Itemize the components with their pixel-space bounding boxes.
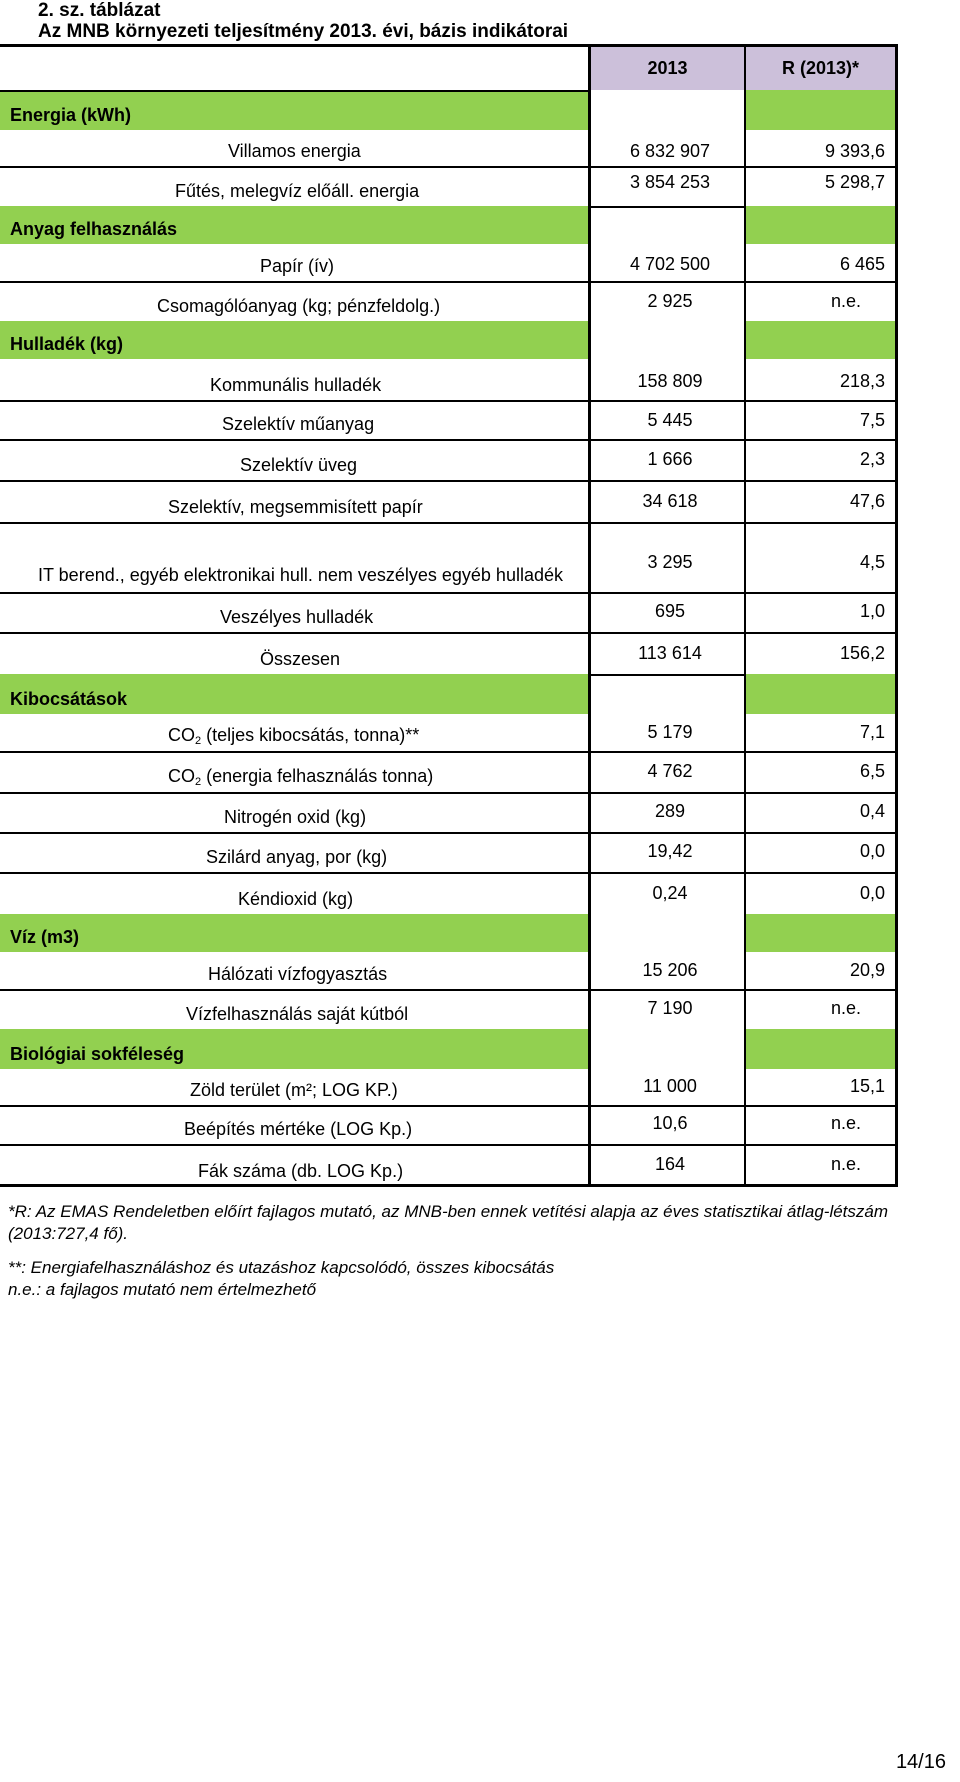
category-label: Víz (m3) bbox=[10, 927, 80, 947]
table-row: Vízfelhasználás saját kútból 7 190 n.e. bbox=[0, 991, 895, 1029]
table-row: Papír (ív) 4 702 500 6 465 bbox=[0, 244, 895, 283]
table-row: Csomagólóanyag (kg; pénzfeldolg.) 2 925 n.e. bbox=[0, 283, 895, 321]
table-row: Fák száma (db. LOG Kp.) 164 n.e. bbox=[0, 1146, 895, 1184]
indicator-table bbox=[0, 44, 898, 1187]
table-row: Beépítés mértéke (LOG Kp.) 10,6 n.e. bbox=[0, 1107, 895, 1146]
category-biodiversity bbox=[0, 1029, 895, 1069]
footnote-r: *R: Az EMAS Rendeletben előírt fajlagos mutató, az MNB-ben ennek vetítési alapja az éves statisztikai átlag-létszám (2013:727,4 fő). bbox=[8, 1202, 889, 1243]
footnote-ne: n.e.: a fajlagos mutató nem értelmezhető bbox=[8, 1280, 317, 1299]
table-row: Fűtés, melegvíz előáll. energia 3 854 253 5 298,7 bbox=[0, 168, 895, 206]
page-number: 14/16 bbox=[895, 1751, 946, 1773]
category-label: Kibocsátások bbox=[10, 689, 128, 709]
category-label: Hulladék (kg) bbox=[10, 334, 124, 354]
category-label: Biológiai sokféleség bbox=[10, 1044, 185, 1064]
table-row: Hálózati vízfogyasztás 15 206 20,9 bbox=[0, 952, 895, 991]
table-row: Kéndioxid (kg) 0,24 0,0 bbox=[0, 874, 895, 914]
category-label: Energia (kWh) bbox=[10, 105, 132, 125]
table-row: IT berend., egyéb elektronikai hull. nem veszélyes egyéb hulladék 3 295 4,5 bbox=[0, 522, 895, 594]
column-header-2013: 2013 bbox=[588, 47, 744, 90]
category-energy bbox=[0, 90, 895, 130]
category-label: Anyag felhasználás bbox=[10, 219, 178, 239]
table-row: Összesen 113 614 156,2 bbox=[0, 634, 895, 674]
table-row: $CO_2$ (teljes kibocsátás, tonna)** 5 179 7,1 bbox=[0, 714, 895, 753]
table-row: $CO_2$ (energia felhasználás tonna) 4 762 6,5 bbox=[0, 753, 895, 794]
table-row: Nitrogén oxid (kg) 289 0,4 bbox=[0, 794, 895, 834]
table-number: 2. sz. táblázat bbox=[38, 0, 161, 21]
table-title: Az MNB környezeti teljesítmény 2013. évi, bázis indikátorai bbox=[38, 21, 569, 42]
table-row: Szilárd anyag, por (kg) 19,42 0,0 bbox=[0, 834, 895, 874]
table-row: Kommunális hulladék 158 809 218,3 bbox=[0, 359, 895, 402]
table-row: Szelektív műanyag 5 445 7,5 bbox=[0, 402, 895, 441]
table-row: Szelektív üveg 1 666 2,3 bbox=[0, 441, 895, 482]
table-row: Veszélyes hulladék 695 1,0 bbox=[0, 594, 895, 634]
table-header-row bbox=[0, 47, 895, 90]
category-material bbox=[0, 206, 895, 244]
table-row: Villamos energia 6 832 907 9 393,6 bbox=[0, 130, 895, 168]
category-emissions bbox=[0, 674, 895, 714]
table-row: Zöld terület (m²; LOG KP.) 11 000 15,1 bbox=[0, 1069, 895, 1107]
column-header-r2013: R (2013)* bbox=[744, 47, 895, 90]
category-water bbox=[0, 914, 895, 952]
category-waste bbox=[0, 321, 895, 359]
table-row: Szelektív, megsemmisített papír 34 618 47,6 bbox=[0, 482, 895, 522]
footnote-double-star: **: Energiafelhasználáshoz és utazáshoz kapcsolódó, összes kibocsátás bbox=[8, 1258, 555, 1277]
